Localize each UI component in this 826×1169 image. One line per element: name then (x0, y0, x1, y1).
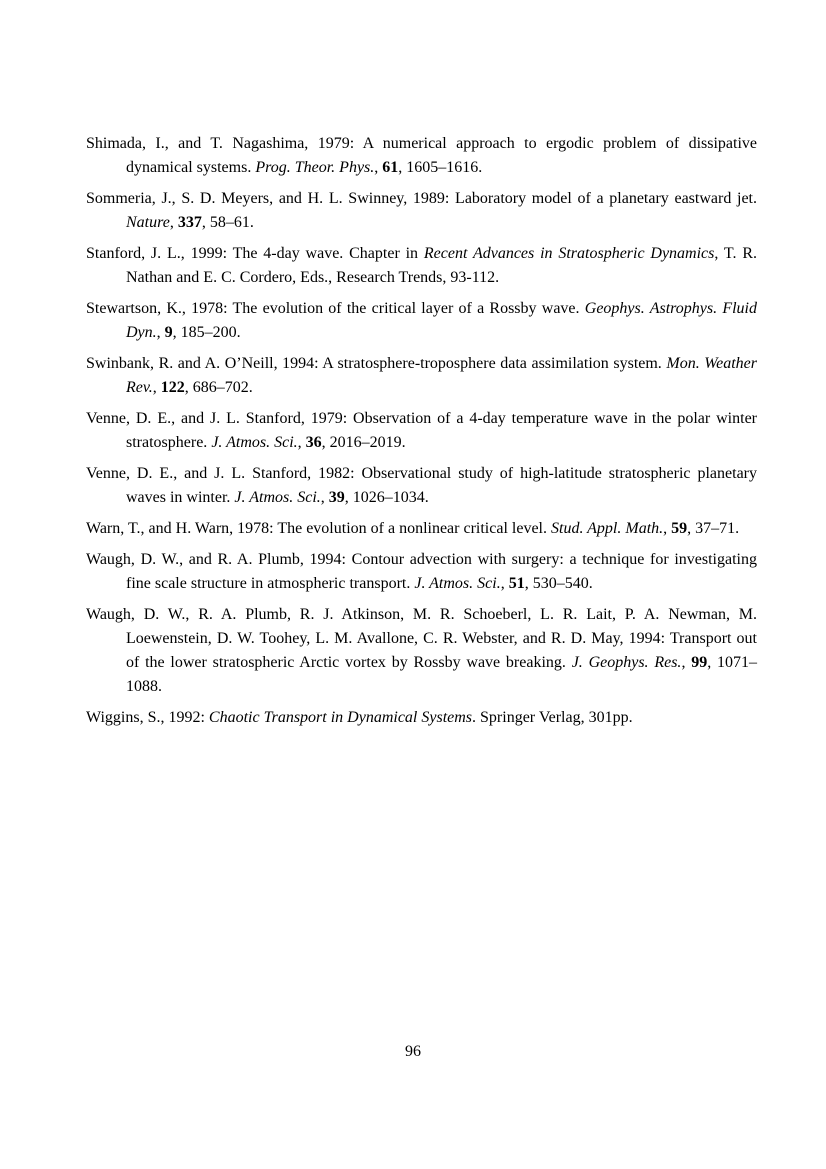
reference-entry (86, 548, 757, 596)
reference-entry (86, 462, 757, 510)
reference-segment-normal: , 37–71. (687, 520, 740, 537)
reference-segment-normal: , 1026–1034. (344, 489, 429, 506)
reference-entry (86, 187, 757, 235)
reference-segment-italic: J. Atmos. Sci. (234, 489, 321, 506)
reference-segment-normal: Warn, T., and H. Warn, 1978: The evolution of a nonlinear critical level. (86, 520, 551, 537)
reference-segment-normal: , (663, 520, 672, 537)
reference-segment-normal: , (156, 324, 165, 341)
reference-segment-normal: , 1071–1088. (126, 654, 757, 695)
reference-segment-italic: Stud. Appl. Math. (551, 520, 664, 537)
reference-segment-bold: 337 (177, 214, 202, 231)
reference-segment-bold: 59 (671, 520, 688, 537)
reference-segment-normal: , 686–702. (184, 379, 253, 396)
reference-segment-normal: Venne, D. E., and J. L. Stanford, 1979: Observation of a 4-day temperature wave in the polar winter stratosphere. (86, 410, 757, 451)
reference-segment-italic: J. Atmos. Sci. (414, 575, 501, 592)
reference-list (86, 132, 757, 737)
reference-segment-bold: 36 (305, 434, 322, 451)
reference-segment-normal: Wiggins, S., 1992: (86, 709, 209, 726)
reference-segment-normal: , 530–540. (524, 575, 593, 592)
reference-segment-italic: Geophys. Astrophys. Fluid Dyn. (126, 300, 758, 341)
reference-segment-bold: 51 (508, 575, 525, 592)
reference-segment-normal: Sommeria, J., S. D. Meyers, and H. L. Swinney, 1989: Laboratory model of a planetary eastward jet. (86, 190, 757, 207)
reference-segment-normal: , (169, 214, 178, 231)
reference-segment-normal: , (297, 434, 306, 451)
page-number: 96 (405, 1043, 421, 1060)
reference-segment-normal: Shimada, I., and T. Nagashima, 1979: A numerical approach to ergodic problem of dissipative dynamical systems. (86, 135, 757, 176)
reference-segment-bold: 61 (382, 159, 399, 176)
reference-segment-normal: , 58–61. (201, 214, 254, 231)
reference-entry (86, 297, 757, 345)
reference-segment-normal: Stewartson, K., 1978: The evolution of the critical layer of a Rossby wave. (86, 300, 585, 317)
reference-segment-normal: . Springer Verlag, 301pp. (472, 709, 633, 726)
reference-entry (86, 603, 757, 699)
reference-segment-normal: , (681, 654, 692, 671)
reference-segment-italic: Mon. Weather Rev. (126, 355, 758, 396)
reference-segment-italic: Prog. Theor. Phys. (255, 159, 375, 176)
reference-segment-bold: 39 (328, 489, 345, 506)
reference-segment-italic: J. Geophys. Res. (571, 654, 682, 671)
reference-segment-normal: , 185–200. (172, 324, 241, 341)
reference-segment-italic: Chaotic Transport in Dynamical Systems (208, 709, 473, 726)
reference-segment-normal: , T. R. Nathan and E. C. Cordero, Eds., Research Trends, 93-112. (126, 245, 757, 286)
reference-entry (86, 407, 757, 455)
reference-segment-normal: , 1605–1616. (398, 159, 483, 176)
reference-segment-italic: Nature (126, 214, 170, 231)
reference-segment-normal: Stanford, J. L., 1999: The 4-day wave. Chapter in (86, 245, 424, 262)
reference-entry (86, 132, 757, 180)
reference-segment-italic: Recent Advances in Stratospheric Dynamics (423, 245, 715, 262)
reference-segment-bold: 9 (164, 324, 173, 341)
reference-segment-normal: , (320, 489, 329, 506)
reference-segment-normal: Waugh, D. W., and R. A. Plumb, 1994: Contour advection with surgery: a technique for investigating fine scale structure in atmospheric transport. (86, 551, 757, 592)
reference-segment-normal: Waugh, D. W., R. A. Plumb, R. J. Atkinson, M. R. Schoeberl, L. R. Lait, P. A. Newman, M. Loewenstein, D. W. Toohey, L. M. Avallone, C. R. Webster, and R. D. May, 1994: Transport out of the lower stratospheric Arctic vortex by Rossby wave breaking. (86, 606, 757, 671)
reference-segment-normal: Venne, D. E., and J. L. Stanford, 1982: Observational study of high-latitude stratospheric planetary waves in winter. (86, 465, 757, 506)
reference-segment-normal: , (374, 159, 383, 176)
reference-entry (86, 517, 757, 541)
reference-segment-normal: , 2016–2019. (321, 434, 406, 451)
reference-segment-italic: J. Atmos. Sci. (211, 434, 298, 451)
reference-segment-normal: , (152, 379, 161, 396)
reference-entry (86, 706, 757, 730)
reference-segment-bold: 122 (160, 379, 185, 396)
reference-segment-bold: 99 (691, 654, 708, 671)
reference-entry (86, 242, 757, 290)
reference-segment-normal: Swinbank, R. and A. O’Neill, 1994: A stratosphere-troposphere data assimilation system. (86, 355, 667, 372)
reference-entry (86, 352, 757, 400)
reference-segment-normal: , (500, 575, 509, 592)
